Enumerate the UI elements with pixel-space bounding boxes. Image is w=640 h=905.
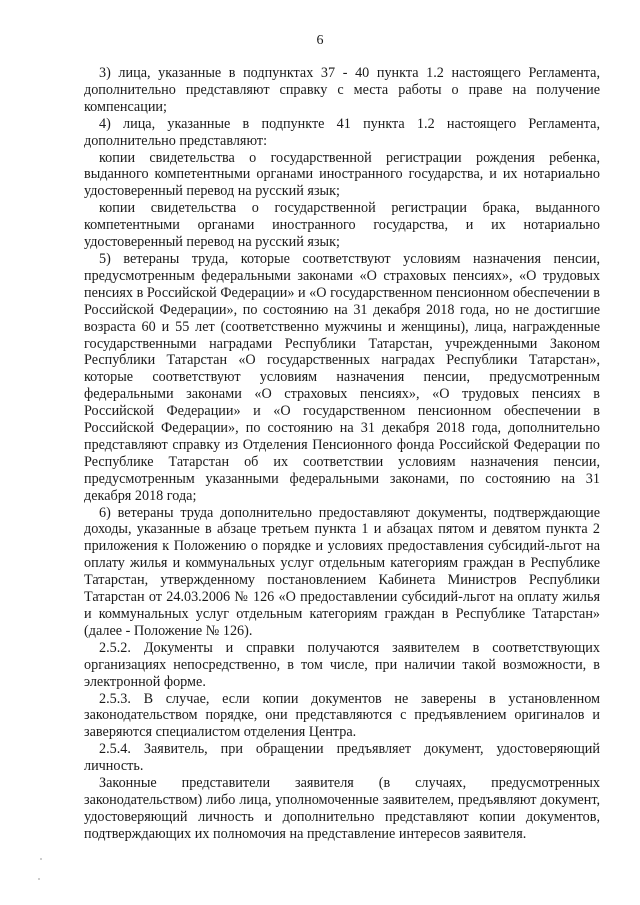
page-number: 6 — [316, 33, 324, 48]
paragraph-birth-certificate: копии свидетельства о государственной регистрации рождения ребенка, выданного компетентными органами иностранного государства, и их нотариально удостоверенный перевод на русский язык; — [84, 149, 600, 200]
paragraph-2-5-2: 2.5.2. Документы и справки получаются заявителем в соответствующих организациях непосредственно, в том числе, при наличии такой возможности, в электронной форме. — [84, 639, 600, 690]
paragraph-2-5-3: 2.5.3. В случае, если копии документов не заверены в установленном законодательством порядке, они представляются с предъявлением оригиналов и заверяются специалистом отделения Центра. — [84, 690, 600, 741]
paragraph-item-3: 3) лица, указанные в подпунктах 37 - 40 пункта 1.2 настоящего Регламента, дополнительно представляют справку с места работы о праве на получение компенсации; — [84, 65, 600, 115]
paragraph-item-6: 6) ветераны труда дополнительно предоставляют документы, подтверждающие доходы, указанные в абзаце третьем пункта 1 и абзацах пятом и девятом пункта 2 приложения к Положению о порядке и условиях предоставления субсидий-льгот на оплату жилья и коммунальных услуг отдельным категориям граждан в Республике Татарстан, утвержденному постановлением Кабинета Министров Республики Татарстан от 24.03.2006 № 126 «О предоставлении субсидий-льгот на оплату жилья и коммунальных услуг отдельным категориям граждан в Республике Татарстан» (далее - Положение № 126). — [84, 504, 600, 639]
scan-speck — [38, 878, 40, 880]
paragraph-marriage-certificate: копии свидетельства о государственной регистрации брака, выданного компетентными органами иностранного государства, и их нотариально удостоверенный перевод на русский язык; — [84, 200, 600, 251]
document-body — [84, 65, 600, 843]
paragraph-2-5-4: 2.5.4. Заявитель, при обращении предъявляет документ, удостоверяющий личность. — [84, 741, 600, 775]
paragraph-item-4: 4) лица, указанные в подпункте 41 пункта 1.2 настоящего Регламента, дополнительно представляют: — [84, 115, 600, 149]
scan-speck — [40, 858, 42, 860]
paragraph-legal-representatives: Законные представители заявителя (в случаях, предусмотренных законодательством) либо лица, уполномоченные заявителем, предъявляют документ, удостоверяющий личность и дополнительно представляют копии документов, подтверждающих их полномочия на представление интересов заявителя. — [84, 775, 600, 842]
paragraph-item-5: 5) ветераны труда, которые соответствуют условиям назначения пенсии, предусмотренным федеральными законами «О страховых пенсиях», «О трудовых пенсиях в Российской Федерации» и «О государственном пенсионном обеспечении в Российской Федерации», по состоянию на 31 декабря 2018 года, но не достигшие возраста 60 и 55 лет (соответственно мужчины и женщины), лица, награжденные государственными наградами Республики Татарстан, учрежденными Законом Республики Татарстан «О государственных наградах Республики Татарстан», которые соответствуют условиям назначения пенсии, предусмотренным федеральными законами «О страховых пенсиях», «О трудовых пенсиях в Российской Федерации» и «О государственном пенсионном обеспечении в Российской Федерации», по состоянию на 31 декабря 2018 года, дополнительно представляют справку из Отделения Пенсионного фонда Российской Федерации по Республике Татарстан об их соответствии условиям назначения пенсии, предусмотренным указанными федеральными законами, по состоянию на 31 декабря 2018 года; — [84, 250, 600, 504]
